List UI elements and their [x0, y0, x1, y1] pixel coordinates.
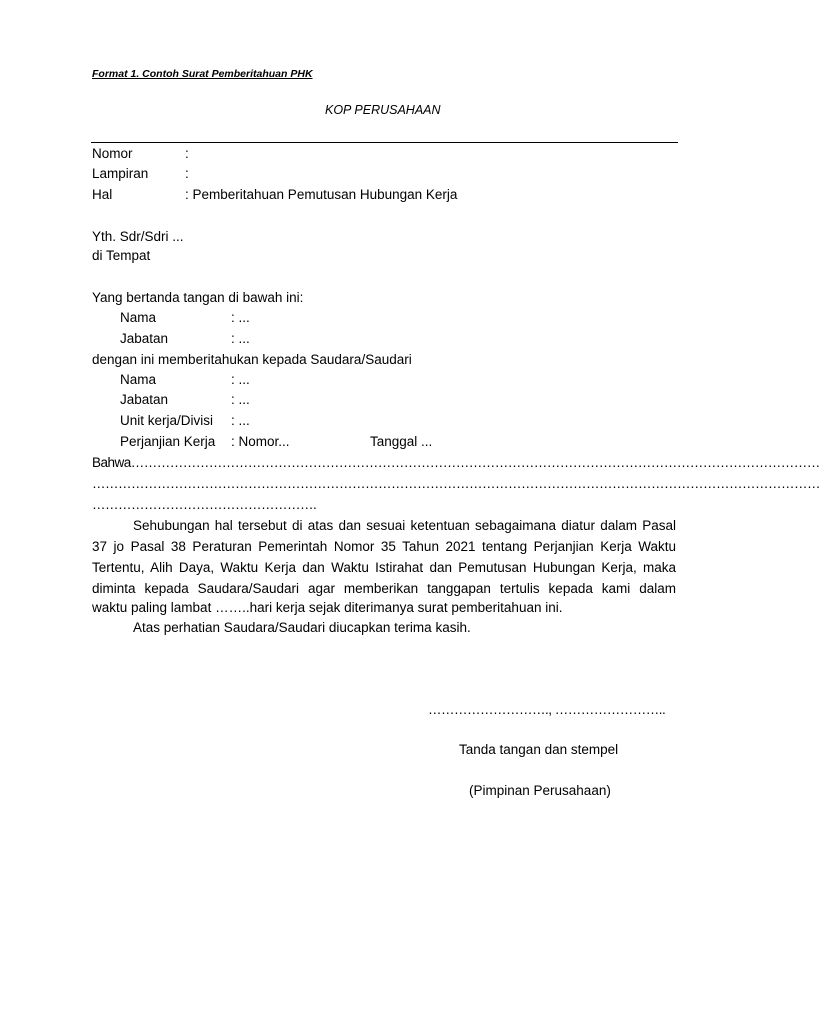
employee-jabatan-value: : ...	[231, 392, 250, 407]
employee-jabatan-label: Jabatan	[120, 392, 169, 407]
lampiran-value: :	[185, 166, 189, 181]
signatory-nama-label: Nama	[120, 310, 157, 325]
nomor-label: Nomor	[92, 146, 133, 161]
nomor-value: :	[185, 146, 189, 161]
paragraph-1-line-1: Sehubungan hal tersebut di atas dan sesuai ketentuan sebagaimana diatur dalam Pasal	[133, 518, 676, 533]
bahwa-line-2: ……………………………………………………………………………………………………………………………………………………	[92, 476, 820, 491]
header-rule	[91, 142, 678, 143]
bahwa-line-3: …………………………………………….	[92, 497, 317, 512]
paragraph-1-line-2: 37 jo Pasal 38 Peraturan Pemerintah Nomor 35 Tahun 2021 tentang Perjanjian Kerja Waktu	[92, 539, 676, 554]
employee-tanggal: Tanggal ...	[370, 434, 433, 449]
paragraph-1-line-4: diminta kepada Saudara/Saudari agar memberikan tanggapan tertulis kepada kami dalam	[92, 581, 676, 596]
recipient-line-2: di Tempat	[92, 248, 151, 263]
employee-pk-label: Perjanjian Kerja	[120, 434, 216, 449]
employee-unit-label: Unit kerja/Divisi	[120, 413, 214, 428]
signatory-jabatan-label: Jabatan	[120, 331, 169, 346]
hal-label: Hal	[92, 187, 113, 202]
bahwa-line-1: Bahwa……………………………………………………………………………………………………………………………………………	[92, 455, 820, 470]
place-date: ………………………., ……………………..	[428, 702, 666, 717]
recipient-line-1: Yth. Sdr/Sdri ...	[92, 229, 184, 244]
hal-value: : Pemberitahuan Pemutusan Hubungan Kerja	[185, 187, 458, 202]
paragraph-1-line-3: Tertentu, Alih Daya, Waktu Kerja dan Waktu Istirahat dan Pemutusan Hubungan Kerja, maka	[92, 560, 676, 575]
signatory-nama-value: : ...	[231, 310, 250, 325]
employee-nama-label: Nama	[120, 372, 157, 387]
signatory-jabatan-value: : ...	[231, 331, 250, 346]
format-title: Format 1. Contoh Surat Pemberitahuan PHK	[92, 68, 313, 80]
employee-intro: dengan ini memberitahukan kepada Saudara/Saudari	[92, 352, 412, 367]
signatory-name: (Pimpinan Perusahaan)	[469, 783, 611, 798]
employee-pk-value: : Nomor...	[231, 434, 290, 449]
lampiran-label: Lampiran	[92, 166, 149, 181]
kop-perusahaan: KOP PERUSAHAAN	[325, 103, 441, 117]
paragraph-1-line-5: waktu paling lambat ……..hari kerja sejak diterimanya surat pemberitahuan ini.	[92, 600, 563, 615]
employee-nama-value: : ...	[231, 372, 250, 387]
signatory-intro: Yang bertanda tangan di bawah ini:	[92, 290, 304, 305]
paragraph-2: Atas perhatian Saudara/Saudari diucapkan terima kasih.	[133, 620, 471, 635]
signature-label: Tanda tangan dan stempel	[459, 742, 619, 757]
employee-unit-value: : ...	[231, 413, 250, 428]
